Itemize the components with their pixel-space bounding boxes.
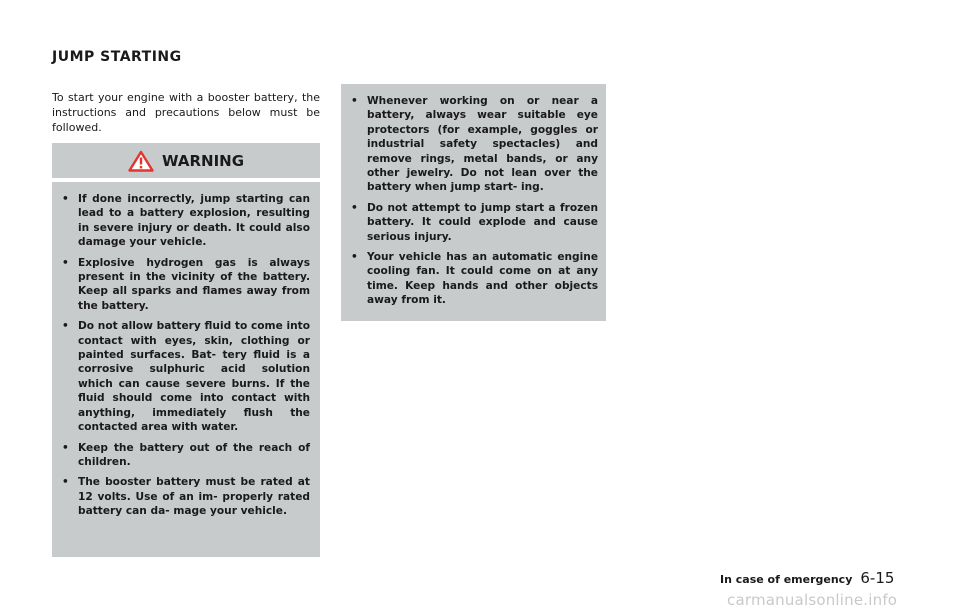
page-number: 6-15 <box>860 569 895 587</box>
bullet: • <box>351 95 358 107</box>
intro-paragraph: To start your engine with a booster battery, the instructions and precautions below must be followed. <box>52 91 320 134</box>
warning-item <box>62 475 310 518</box>
warning-list-right <box>351 94 598 308</box>
watermark: carmanualsonline.info <box>727 591 898 609</box>
bullet: • <box>62 476 69 489</box>
footer-section-title: In case of emergency <box>720 573 853 586</box>
section-title: JUMP STARTING <box>52 49 182 65</box>
bullet: • <box>351 251 358 264</box>
warning-item-text: Explosive hydrogen gas is always present in the vicinity of the battery. Keep all sparks and flames away from the battery. <box>78 256 310 312</box>
bullet: • <box>62 193 69 205</box>
warning-triangle-icon <box>128 150 154 172</box>
warning-item-text: Whenever working on or near a battery, always wear suitable eye protectors (for example, goggles or industrial safety spectacles) and remove rings, metal bands, or any other jewelry. Do not lean over the battery when jump start- ing. <box>367 95 598 194</box>
warning-item-text: If done incorrectly, jump starting can lead to a battery explosion, resulting in severe injury or death. It could also damage your vehicle. <box>78 193 310 249</box>
warning-item-text: Your vehicle has an automatic engine cooling fan. It could come on at any time. Keep hands and other objects away from it. <box>367 251 598 307</box>
warning-item <box>62 192 310 250</box>
bullet: • <box>62 320 69 333</box>
warning-item <box>62 441 310 470</box>
warning-list-left <box>62 192 310 519</box>
warning-item-text: The booster battery must be rated at 12 volts. Use of an im- properly rated battery can da- mage your vehicle. <box>78 476 310 518</box>
warning-item <box>351 94 598 195</box>
warning-item-text: Do not attempt to jump start a frozen battery. It could explode and cause serious injury. <box>367 201 598 243</box>
warning-item <box>62 256 310 314</box>
bullet: • <box>351 201 358 214</box>
warning-box-left <box>52 182 320 557</box>
warning-item <box>351 250 598 308</box>
warning-box-right <box>341 84 606 321</box>
bullet: • <box>62 256 69 269</box>
warning-item-text: Keep the battery out of the reach of children. <box>78 441 310 468</box>
page-footer <box>720 569 894 587</box>
warning-item <box>351 201 598 244</box>
warning-header <box>52 143 320 178</box>
warning-title: WARNING <box>161 151 245 170</box>
warning-item-text: Do not allow battery fluid to come into contact with eyes, skin, clothing or painted surfaces. Bat- tery fluid is a corrosive sulphuric acid solution which can cause severe burns. If the fluid should come into contact with anything, immediately flush the contacted area with water. <box>78 320 310 434</box>
bullet: • <box>62 441 69 454</box>
warning-item <box>62 319 310 434</box>
